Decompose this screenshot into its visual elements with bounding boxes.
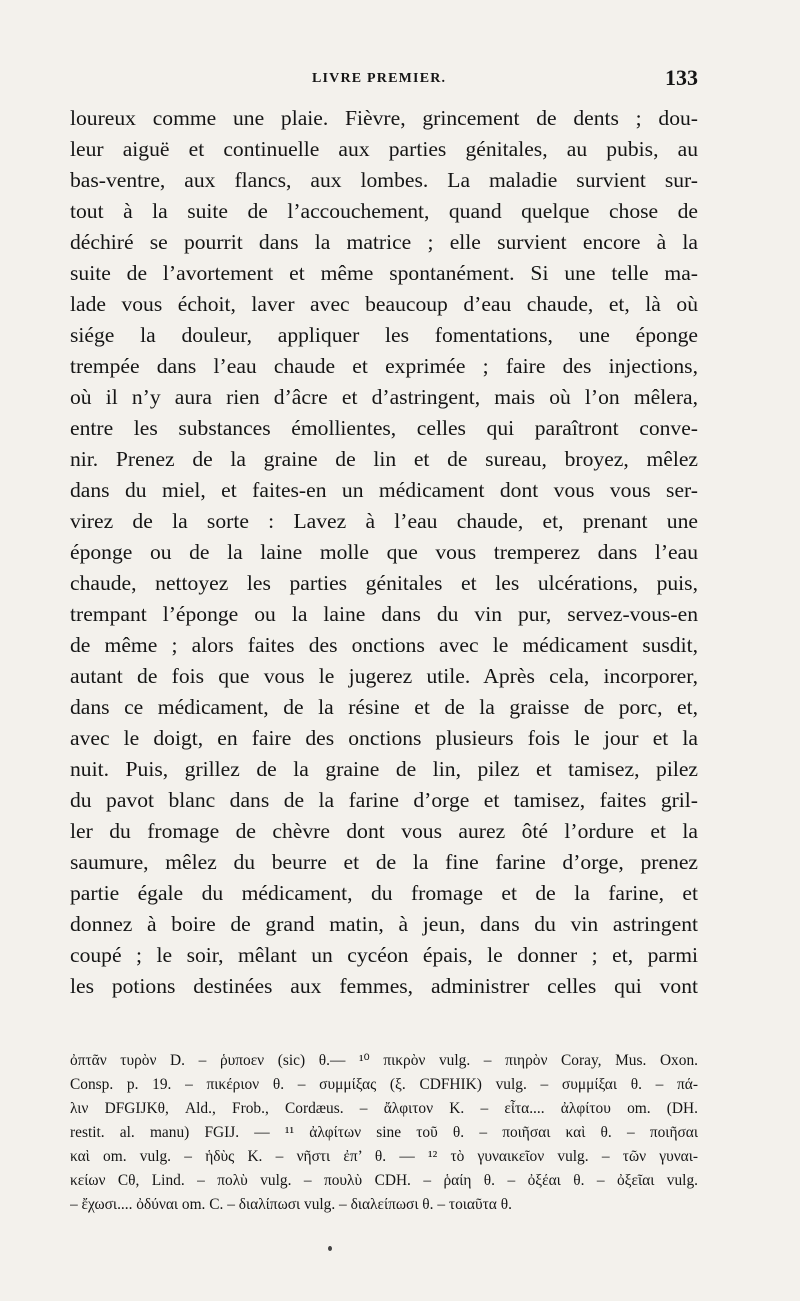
footnote-line: – ἔχωσι.... ὀδύναι om. C. – διαλίπωσι vulg. – διαλείπωσι θ. – τοιαῦτα θ.	[70, 1196, 512, 1213]
footnote-line: restit. al. manu) FGIJ. — ¹¹ ἀλφίτων sine τοῦ θ. – ποιῆσαι καὶ θ. – ποιῆσαι	[70, 1124, 698, 1141]
text-line: nir. Prenez de la graine de lin et de sureau, broyez, mêlez	[70, 447, 698, 471]
text-line: tout à la suite de l’accouchement, quand quelque chose de	[70, 199, 698, 223]
text-line: nuit. Puis, grillez de la graine de lin, pilez et tamisez, pilez	[70, 757, 698, 781]
text-line: siége la douleur, appliquer les fomentations, une éponge	[70, 323, 698, 347]
text-line: trempant l’éponge ou la laine dans du vin pur, servez-vous-en	[70, 602, 698, 626]
page-number: 133	[665, 65, 698, 90]
text-line: donnez à boire de grand matin, à jeun, dans du vin astringent	[70, 912, 698, 936]
text-line: avec le doigt, en faire des onctions plusieurs fois le jour et la	[70, 726, 698, 750]
footnote-line: καὶ om. vulg. – ἡδὺς K. – νῆστι ἐπ’ θ. — ¹² τὸ γυναικεῖον vulg. – τῶν γυναι-	[70, 1148, 698, 1165]
text-line: lade vous échoit, laver avec beaucoup d’eau chaude, et, là où	[70, 292, 698, 316]
text-line: virez de la sorte : Lavez à l’eau chaude, et, prenant une	[70, 509, 698, 533]
text-line: suite de l’avortement et même spontanément. Si une telle ma-	[70, 261, 698, 285]
text-line: dans du miel, et faites-en un médicament dont vous vous ser-	[70, 478, 698, 502]
text-line: loureux comme une plaie. Fièvre, grincement de dents ; dou-	[70, 106, 698, 130]
text-line: du pavot blanc dans de la farine d’orge et tamisez, faites gril-	[70, 788, 698, 812]
text-line: trempée dans l’eau chaude et exprimée ; faire des injections,	[70, 354, 698, 378]
footnotes	[70, 1049, 698, 1217]
ink-dot	[328, 1246, 332, 1251]
text-line: autant de fois que vous le jugerez utile. Après cela, incorporer,	[70, 664, 698, 688]
text-line: leur aiguë et continuelle aux parties génitales, au pubis, au	[70, 137, 698, 161]
footnote-line: ὀπτᾶν τυρὸν D. – ῥυποεν (sic) θ.— ¹⁰ πικρὸν vulg. – πιηρὸν Coray, Mus. Oxon.	[70, 1052, 698, 1069]
text-line: de même ; alors faites des onctions avec le médicament susdit,	[70, 633, 698, 657]
text-line: bas-ventre, aux flancs, aux lombes. La maladie survient sur-	[70, 168, 698, 192]
running-head: LIVRE PREMIER.	[312, 71, 447, 86]
text-line: partie égale du médicament, du fromage et de la farine, et	[70, 881, 698, 905]
text-line: éponge ou de la laine molle que vous tremperez dans l’eau	[70, 540, 698, 564]
text-line: chaude, nettoyez les parties génitales et les ulcérations, puis,	[70, 571, 698, 595]
text-line: ler du fromage de chèvre dont vous aurez ôté l’ordure et la	[70, 819, 698, 843]
footnote-line: λιν DFGIJKθ, Ald., Frob., Cordæus. – ἄλφιτον K. – εἶτα.... ἀλφίτου om. (DH.	[70, 1100, 698, 1117]
main-text	[70, 103, 698, 1002]
text-line: les potions destinées aux femmes, administrer celles qui vont	[70, 974, 698, 998]
text-line: déchiré se pourrit dans la matrice ; elle survient encore à la	[70, 230, 698, 254]
text-line: coupé ; le soir, mêlant un cycéon épais, le donner ; et, parmi	[70, 943, 698, 967]
text-line: saumure, mêlez du beurre et de la fine farine d’orge, prenez	[70, 850, 698, 874]
footnote-line: Consp. p. 19. – πικέριον θ. – συμμίξας (ξ. CDFHIK) vulg. – συμμίξαι θ. – πά-	[70, 1076, 698, 1093]
text-line: entre les substances émollientes, celles qui paraîtront conve-	[70, 416, 698, 440]
page-header	[70, 65, 698, 95]
footnote-line: κείων Cθ, Lind. – πολὺ vulg. – πουλὺ CDH. – ῥαίη θ. – ὀξέαι θ. – ὀξεῖαι vulg.	[70, 1172, 698, 1189]
text-line: dans ce médicament, de la résine et de la graisse de porc, et,	[70, 695, 698, 719]
text-line: où il n’y aura rien d’âcre et d’astringent, mais où l’on mêlera,	[70, 385, 698, 409]
